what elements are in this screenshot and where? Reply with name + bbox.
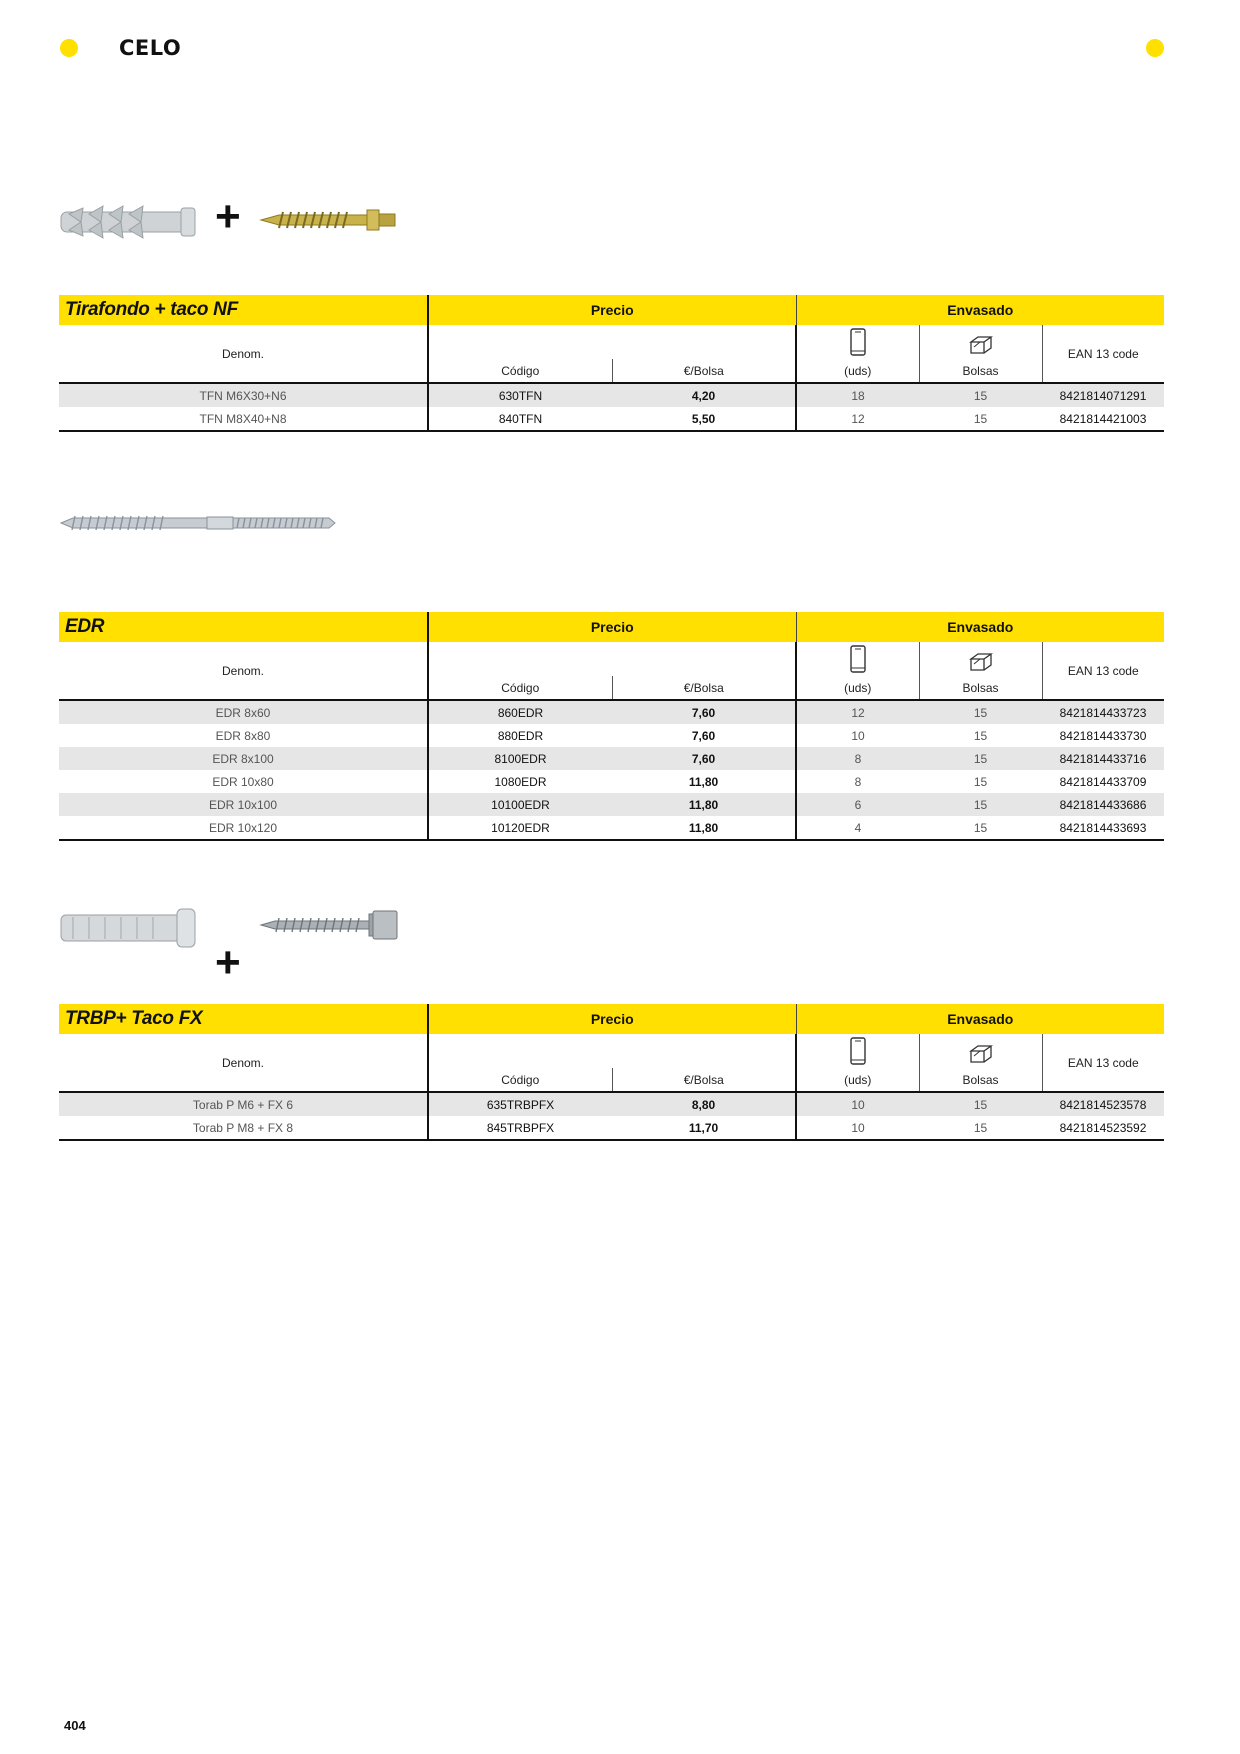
codigo-cell: 880EDR bbox=[428, 724, 612, 747]
box-icon bbox=[968, 334, 994, 356]
phone-package-icon bbox=[849, 645, 867, 673]
price-cell: 7,60 bbox=[612, 700, 796, 724]
precio-header: Precio bbox=[428, 295, 796, 325]
bolsas-cell: 15 bbox=[919, 383, 1042, 407]
envasado-header: Envasado bbox=[796, 1004, 1164, 1034]
hex-head-screw-icon bbox=[259, 907, 399, 943]
ean-cell: 8421814071291 bbox=[1042, 383, 1164, 407]
ean-cell: 8421814523578 bbox=[1042, 1092, 1164, 1116]
codigo-cell: 8100EDR bbox=[428, 747, 612, 770]
ean-cell: 8421814433730 bbox=[1059, 728, 1147, 743]
ean-header: EAN 13 code bbox=[1042, 1034, 1164, 1092]
codigo-cell: 860EDR bbox=[428, 700, 612, 724]
uds-header: (uds) bbox=[796, 1068, 919, 1092]
precio-header: Precio bbox=[428, 1004, 796, 1034]
uds-cell: 10 bbox=[796, 724, 919, 747]
codigo-cell: 840TFN bbox=[428, 407, 612, 431]
box-icon bbox=[968, 1043, 994, 1065]
brand-title: CELO bbox=[119, 36, 182, 60]
ean-cell: 8421814421003 bbox=[1042, 407, 1164, 431]
price-cell: 5,50 bbox=[612, 407, 796, 431]
denom-cell: EDR 10x120 bbox=[59, 816, 428, 840]
ean-cell: 8421814433723 bbox=[1042, 700, 1164, 724]
bolsas-cell: 15 bbox=[973, 774, 988, 789]
codigo-cell: 1080EDR bbox=[428, 770, 612, 793]
denom-cell: EDR 8x100 bbox=[59, 747, 428, 770]
table-row bbox=[59, 724, 1164, 747]
plus-sign: + bbox=[215, 192, 241, 241]
denom-header: Denom. bbox=[59, 642, 428, 700]
bolsas-cell: 15 bbox=[919, 407, 1042, 431]
codigo-header: Código bbox=[428, 1068, 612, 1092]
ean-cell: 8421814523592 bbox=[1042, 1116, 1164, 1140]
uds-cell: 12 bbox=[796, 407, 919, 431]
price-cell: 7,60 bbox=[612, 747, 796, 770]
uds-cell: 12 bbox=[796, 700, 919, 724]
page-number: 404 bbox=[64, 1718, 86, 1733]
table-row bbox=[59, 816, 1164, 840]
table-row bbox=[59, 793, 1164, 816]
denom-cell: Torab P M8 + FX 8 bbox=[59, 1116, 428, 1140]
bolsas-header: Bolsas bbox=[919, 1068, 1042, 1092]
envasado-header: Envasado bbox=[796, 612, 1164, 642]
double-thread-screw-icon bbox=[59, 510, 339, 536]
bolsa-header: €/Bolsa bbox=[612, 359, 796, 383]
table-row bbox=[59, 407, 1164, 431]
price-cell: 11,80 bbox=[612, 793, 796, 816]
uds-cell: 8 bbox=[796, 770, 919, 793]
denom-cell: EDR 8x60 bbox=[59, 700, 428, 724]
denom-cell: TFN M6X30+N6 bbox=[59, 383, 428, 407]
uds-cell: 10 bbox=[796, 1092, 919, 1116]
bolsa-header: €/Bolsa bbox=[612, 676, 796, 700]
uds-cell: 6 bbox=[796, 793, 919, 816]
ean-cell: 8421814433716 bbox=[1042, 747, 1164, 770]
yellow-dot-right bbox=[1146, 39, 1164, 57]
fx-plug-icon bbox=[59, 907, 199, 949]
nylon-plug-icon bbox=[59, 202, 199, 242]
table-row bbox=[59, 1092, 1164, 1116]
ean-cell: 8421814433709 bbox=[1059, 774, 1147, 789]
codigo-cell: 845TRBPFX bbox=[428, 1116, 612, 1140]
bolsas-cell: 15 bbox=[973, 728, 988, 743]
section-title: TRBP+ Taco FX bbox=[59, 1004, 428, 1034]
price-cell: 11,70 bbox=[612, 1116, 796, 1140]
yellow-dot-left bbox=[60, 39, 78, 57]
codigo-cell: 10120EDR bbox=[428, 816, 612, 840]
section-illustration-edr bbox=[59, 510, 1164, 540]
envasado-header: Envasado bbox=[796, 295, 1164, 325]
price-cell: 11,80 bbox=[612, 816, 796, 840]
price-cell: 4,20 bbox=[612, 383, 796, 407]
ean-header: EAN 13 code bbox=[1042, 642, 1164, 700]
section-title: EDR bbox=[59, 612, 428, 642]
yellow-screw-icon bbox=[259, 200, 399, 240]
codigo-cell: 10100EDR bbox=[428, 793, 612, 816]
section-illustration-tfn bbox=[59, 192, 1164, 255]
bolsa-header: €/Bolsa bbox=[612, 1068, 796, 1092]
price-cell: 8,80 bbox=[612, 1092, 796, 1116]
codigo-cell: 630TFN bbox=[428, 383, 612, 407]
codigo-header: Código bbox=[428, 359, 612, 383]
bolsas-cell: 15 bbox=[919, 747, 1042, 770]
codigo-cell: 635TRBPFX bbox=[428, 1092, 612, 1116]
ean-cell: 8421814433693 bbox=[1042, 816, 1164, 840]
uds-cell: 10 bbox=[796, 1116, 919, 1140]
phone-package-icon bbox=[849, 1037, 867, 1065]
bolsas-header: Bolsas bbox=[919, 676, 1042, 700]
section-illustration-trbp bbox=[59, 905, 1164, 985]
price-cell: 7,60 bbox=[691, 728, 716, 743]
table-row bbox=[59, 1116, 1164, 1140]
product-table bbox=[59, 295, 1164, 432]
table-row bbox=[59, 383, 1164, 407]
price-cell: 11,80 bbox=[688, 774, 719, 789]
denom-header: Denom. bbox=[59, 1034, 428, 1092]
bolsas-cell: 15 bbox=[919, 793, 1042, 816]
bolsas-cell: 15 bbox=[919, 1116, 1042, 1140]
denom-cell: EDR 10x100 bbox=[59, 793, 428, 816]
codigo-header: Código bbox=[428, 676, 612, 700]
bolsas-cell: 15 bbox=[919, 700, 1042, 724]
phone-package-icon bbox=[849, 328, 867, 356]
denom-cell: Torab P M6 + FX 6 bbox=[59, 1092, 428, 1116]
table-row bbox=[59, 747, 1164, 770]
denom-header: Denom. bbox=[59, 325, 428, 383]
table-row bbox=[59, 700, 1164, 724]
product-table bbox=[59, 612, 1164, 841]
precio-header: Precio bbox=[428, 612, 796, 642]
uds-cell: 18 bbox=[796, 383, 919, 407]
bolsas-header: Bolsas bbox=[919, 359, 1042, 383]
denom-cell: EDR 8x80 bbox=[215, 728, 271, 743]
table-row bbox=[59, 770, 1164, 793]
uds-cell: 4 bbox=[796, 816, 919, 840]
box-icon bbox=[968, 651, 994, 673]
product-table bbox=[59, 1004, 1164, 1141]
uds-header: (uds) bbox=[796, 359, 919, 383]
denom-cell: TFN M8X40+N8 bbox=[59, 407, 428, 431]
plus-sign: + bbox=[215, 938, 241, 987]
bolsas-cell: 15 bbox=[919, 816, 1042, 840]
section-title: Tirafondo + taco NF bbox=[59, 295, 428, 325]
ean-cell: 8421814433686 bbox=[1042, 793, 1164, 816]
ean-header: EAN 13 code bbox=[1042, 325, 1164, 383]
uds-header: (uds) bbox=[796, 676, 919, 700]
denom-cell: EDR 10x80 bbox=[212, 774, 274, 789]
uds-cell: 8 bbox=[796, 747, 919, 770]
bolsas-cell: 15 bbox=[919, 1092, 1042, 1116]
